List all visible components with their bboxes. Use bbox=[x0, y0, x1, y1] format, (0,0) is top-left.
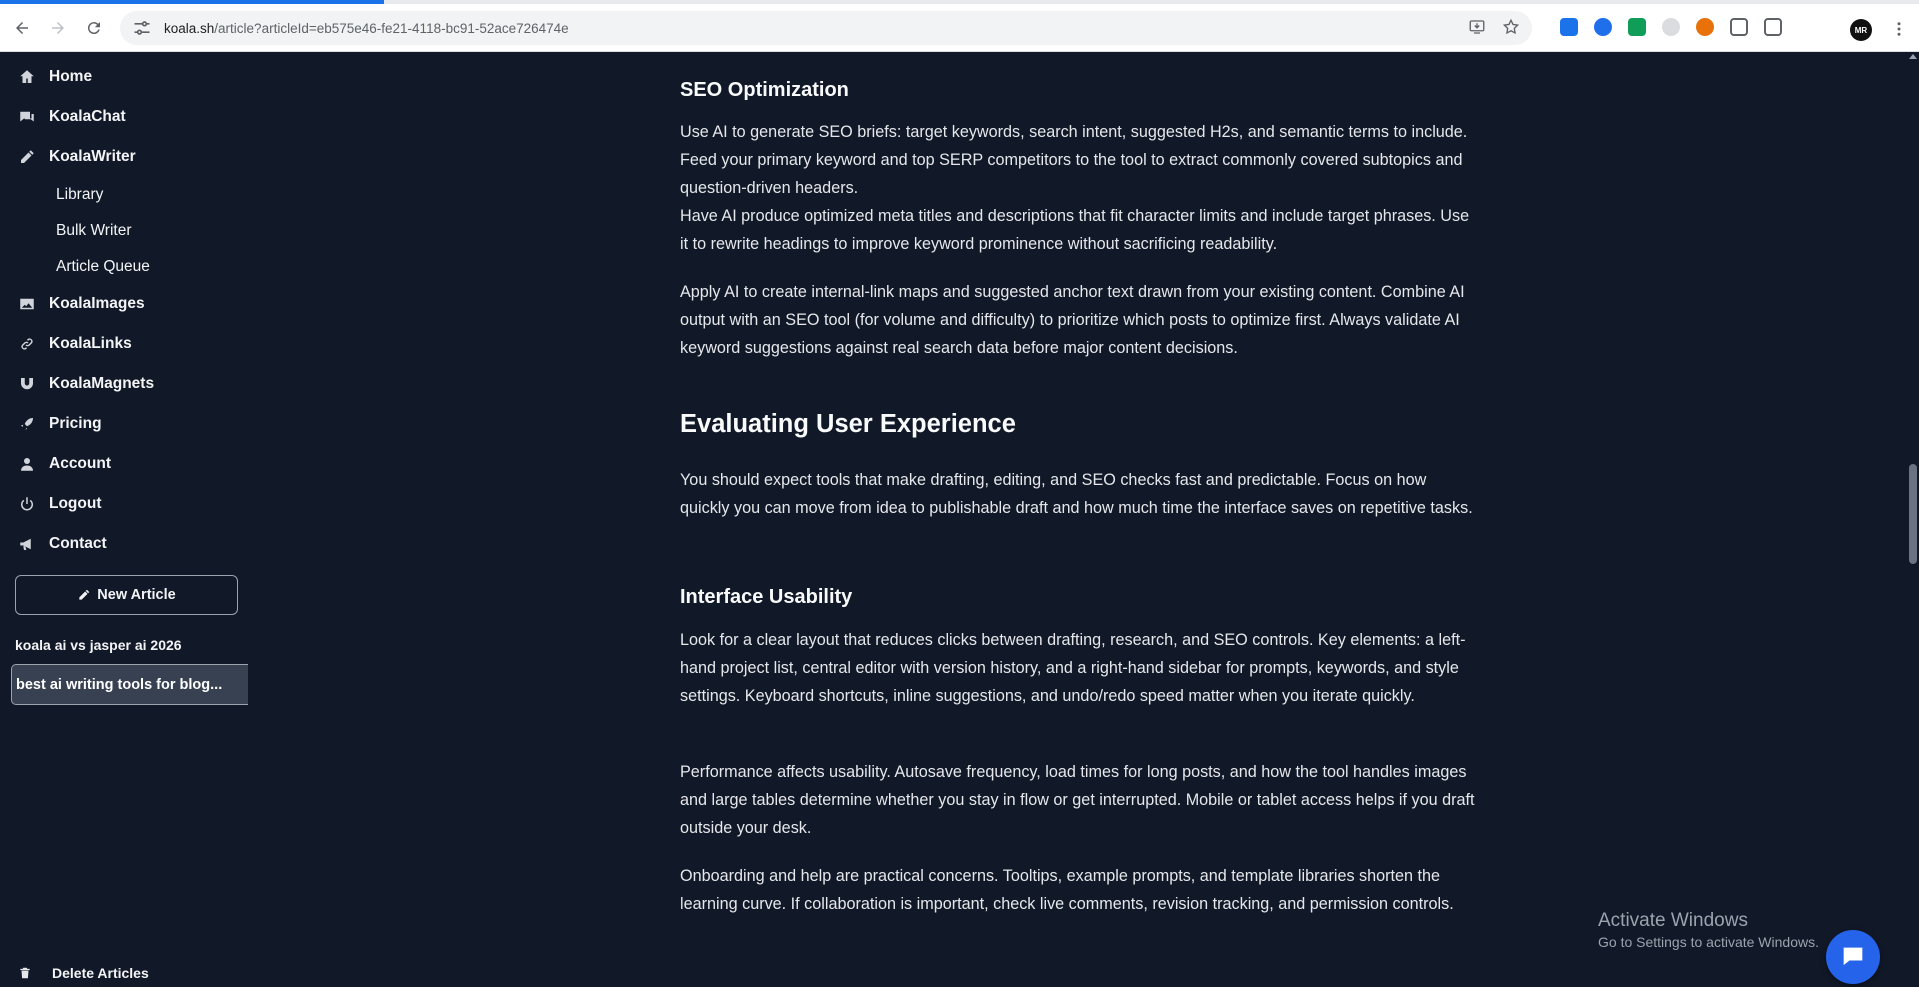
sidebar-item-label: Home bbox=[49, 68, 93, 85]
sidebar-item-logout[interactable] bbox=[16, 491, 102, 517]
chat-icon bbox=[16, 106, 38, 128]
profile-avatar[interactable]: MR bbox=[1850, 19, 1872, 41]
forward-button[interactable] bbox=[44, 14, 72, 42]
paragraph: Onboarding and help are practical concerns. Tooltips, example prompts, and template libraries shorten the learning curve. If collaboration is important, check live comments, revision tracking, and permission controls. bbox=[680, 867, 1454, 913]
paragraph: Use AI to generate SEO briefs: target keywords, search intent, suggested H2s, and semantic terms to include. Feed your primary keyword and top SERP competitors to the tool to extract commonly covered subtopics and question-driven headers. bbox=[680, 123, 1468, 197]
chat-bubble-icon bbox=[1839, 943, 1867, 971]
section-heading-ux: Evaluating User Experience bbox=[680, 410, 1016, 438]
sidebar-item-contact[interactable] bbox=[16, 531, 107, 557]
reload-icon bbox=[85, 19, 103, 37]
magnet-icon bbox=[16, 373, 38, 395]
sidebar-item-label: Account bbox=[49, 455, 111, 472]
sidebar-item-home[interactable] bbox=[16, 64, 92, 90]
sidebar-item-label: KoalaImages bbox=[49, 295, 145, 312]
windows-activation-watermark bbox=[1598, 910, 1819, 950]
site-info-icon[interactable] bbox=[132, 18, 152, 38]
link-icon bbox=[16, 333, 38, 355]
browser-toolbar bbox=[0, 4, 1919, 52]
user-icon bbox=[16, 453, 38, 475]
browser-menu-icon[interactable] bbox=[1890, 19, 1908, 39]
url-text[interactable] bbox=[164, 21, 569, 36]
image-icon bbox=[16, 293, 38, 315]
url-host: koala.sh bbox=[164, 20, 215, 36]
sidebar-item-pricing[interactable] bbox=[16, 411, 102, 437]
section-heading-usability: Interface Usability bbox=[680, 586, 853, 608]
new-article-button[interactable] bbox=[15, 575, 238, 615]
sidebar-item-label: KoalaChat bbox=[49, 108, 126, 125]
sidebar bbox=[0, 52, 250, 987]
extensions-puzzle-icon[interactable] bbox=[1730, 18, 1748, 36]
new-article-label: New Article bbox=[97, 587, 176, 603]
extensions-bar bbox=[1560, 18, 1782, 36]
paragraph: Performance affects usability. Autosave frequency, load times for long posts, and how the tool handles images and large tables determine whether you stay in flow or get interrupted. Mobile or tablet access helps if you draft outside your desk. bbox=[680, 763, 1475, 837]
scrollbar-thumb[interactable] bbox=[1909, 464, 1917, 564]
sidebar-item-label: KoalaLinks bbox=[49, 335, 132, 352]
url-path: /article?articleId=eb575e46-fe21-4118-bc91-52ace726474e bbox=[214, 20, 569, 36]
delete-articles-label: Delete Articles bbox=[52, 965, 149, 981]
tab-search-icon[interactable] bbox=[1764, 18, 1782, 36]
sidebar-item-koalalinks[interactable] bbox=[16, 331, 132, 357]
support-chat-button[interactable] bbox=[1826, 930, 1880, 984]
history-item-active[interactable]: best ai writing tools for blog... bbox=[11, 664, 248, 705]
sidebar-item-koalamagnets[interactable] bbox=[16, 371, 154, 397]
paragraph: Apply AI to create internal-link maps and suggested anchor text drawn from your existing content. Combine AI output with an SEO tool (for volume and difficulty) to prioritize which posts to optimize first. Always validate AI keyword suggestions against real search data before major content decisions. bbox=[680, 283, 1465, 357]
home-icon bbox=[16, 66, 38, 88]
bookmark-star-icon[interactable] bbox=[1502, 18, 1520, 36]
address-bar[interactable] bbox=[120, 11, 1532, 45]
sidebar-subitem-article-queue[interactable]: Article Queue bbox=[56, 258, 150, 275]
paragraph: Have AI produce optimized meta titles and descriptions that fit character limits and include target phrases. Use it to rewrite headings to improve keyword prominence without sacrificing readability. bbox=[680, 207, 1470, 253]
extension-icon-5[interactable] bbox=[1696, 18, 1714, 36]
extension-icon-4[interactable] bbox=[1662, 18, 1680, 36]
edit-icon bbox=[16, 146, 38, 168]
forward-arrow-icon bbox=[49, 19, 67, 37]
extension-icon-3[interactable] bbox=[1628, 18, 1646, 36]
sidebar-item-label: Logout bbox=[49, 495, 102, 512]
back-button[interactable] bbox=[8, 14, 36, 42]
install-app-icon[interactable] bbox=[1468, 18, 1486, 36]
extension-icon-2[interactable] bbox=[1594, 18, 1612, 36]
section-heading-seo: SEO Optimization bbox=[680, 79, 849, 101]
sidebar-item-koalawriter[interactable] bbox=[16, 144, 136, 170]
delete-articles-button[interactable] bbox=[18, 965, 149, 981]
back-arrow-icon bbox=[13, 19, 31, 37]
trash-icon bbox=[18, 966, 32, 980]
paragraph: You should expect tools that make drafting, editing, and SEO checks fast and predictable. Focus on how quickly you can move from idea to publishable draft and how much time the interface saves on repetitive tasks. bbox=[680, 471, 1473, 517]
sidebar-item-account[interactable] bbox=[16, 451, 111, 477]
sidebar-item-koalaimages[interactable] bbox=[16, 291, 145, 317]
sidebar-item-label: Contact bbox=[49, 535, 107, 552]
sidebar-item-label: KoalaWriter bbox=[49, 148, 136, 165]
watermark-subtitle: Go to Settings to activate Windows. bbox=[1598, 934, 1819, 950]
history-item[interactable]: koala ai vs jasper ai 2026 bbox=[15, 637, 182, 653]
megaphone-icon bbox=[16, 533, 38, 555]
extension-icon-1[interactable] bbox=[1560, 18, 1578, 36]
sidebar-subitem-library[interactable]: Library bbox=[56, 186, 104, 203]
reload-button[interactable] bbox=[80, 14, 108, 42]
rocket-icon bbox=[16, 413, 38, 435]
sidebar-item-label: KoalaMagnets bbox=[49, 375, 155, 392]
power-icon bbox=[16, 493, 38, 515]
sidebar-subitem-bulk-writer[interactable]: Bulk Writer bbox=[56, 222, 132, 239]
watermark-title: Activate Windows bbox=[1598, 910, 1748, 931]
sidebar-item-koalachat[interactable] bbox=[16, 104, 126, 130]
edit-icon bbox=[77, 588, 91, 602]
sidebar-item-label: Pricing bbox=[49, 415, 102, 432]
paragraph: Look for a clear layout that reduces clicks between drafting, research, and SEO controls. Key elements: a left-hand project list, central editor with version history, and a right-hand sidebar for prompts, keywords, and style settings. Keyboard shortcuts, inline suggestions, and undo/redo speed matter when you iterate quickly. bbox=[680, 631, 1466, 705]
scroll-up-arrow-icon[interactable] bbox=[1909, 54, 1917, 59]
